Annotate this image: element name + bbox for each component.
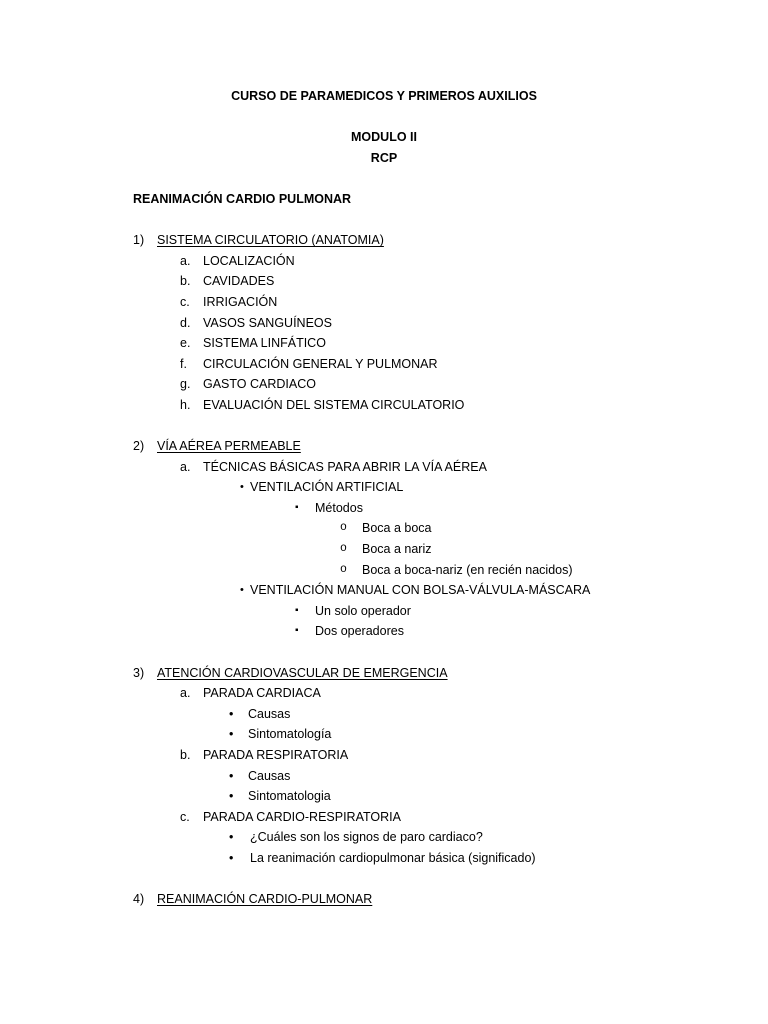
list-item-marker: a.	[180, 686, 191, 701]
list-item	[0, 518, 768, 539]
section-header	[0, 436, 768, 457]
list-item	[0, 539, 768, 560]
list-item	[0, 313, 768, 334]
list-item-marker: a.	[180, 459, 191, 474]
list-item-marker: f.	[180, 356, 187, 371]
list-item-marker: g.	[180, 377, 191, 392]
list-item-text: VENTILACIÓN ARTIFICIAL	[250, 480, 404, 495]
main-heading-text: REANIMACIÓN CARDIO PULMONAR	[133, 191, 352, 206]
list-item	[0, 601, 768, 622]
list-item	[0, 745, 768, 766]
section-header	[0, 889, 768, 910]
spacer	[0, 168, 768, 189]
section-number: 2)	[133, 439, 145, 454]
list-item-text: Boca a nariz	[362, 542, 432, 557]
list-item-text: Sintomatologia	[248, 789, 331, 804]
list-item-text: EVALUACIÓN DEL SISTEMA CIRCULATORIO	[203, 397, 465, 412]
list-item-text: IRRIGACIÓN	[203, 294, 278, 309]
circle-bullet-marker: o	[340, 562, 347, 576]
list-item	[0, 457, 768, 478]
bullet-marker: •	[229, 768, 234, 783]
list-item	[0, 560, 768, 581]
list-item-marker: c.	[180, 294, 190, 309]
list-item	[0, 807, 768, 828]
topic-label: RCP	[370, 150, 398, 165]
bullet-marker: •	[229, 830, 234, 845]
list-item	[0, 354, 768, 375]
list-item-text: ¿Cuáles son los signos de paro cardiaco?	[250, 830, 483, 845]
list-item	[0, 621, 768, 642]
square-bullet-marker: ▪	[295, 501, 299, 513]
bullet-marker: •	[229, 850, 234, 865]
list-item-text: CIRCULACIÓN GENERAL Y PULMONAR	[203, 356, 438, 371]
list-item	[0, 374, 768, 395]
list-item	[0, 271, 768, 292]
list-item-text: VASOS SANGUÍNEOS	[203, 315, 332, 330]
list-item-text: Sintomatología	[248, 727, 332, 742]
list-item-text: Causas	[248, 706, 291, 721]
document-title: CURSO DE PARAMEDICOS Y PRIMEROS AUXILIOS	[231, 89, 537, 103]
list-item-marker: c.	[180, 809, 190, 824]
list-item	[0, 251, 768, 272]
list-item-text: PARADA CARDIO-RESPIRATORIA	[203, 809, 401, 824]
section-title: SISTEMA CIRCULATORIO (ANATOMIA)	[157, 233, 384, 248]
list-item-marker: b.	[180, 748, 191, 762]
list-item	[0, 292, 768, 313]
list-item-text: Boca a boca-nariz (en recién nacidos)	[362, 562, 573, 577]
spacer	[0, 107, 768, 128]
list-item-text: VENTILACIÓN MANUAL CON BOLSA-VÁLVULA-MÁSCARA	[250, 583, 591, 598]
list-item-text: SISTEMA LINFÁTICO	[203, 336, 326, 351]
list-item-text: Un solo operador	[315, 603, 411, 618]
list-item-marker: e.	[180, 336, 191, 351]
list-item	[0, 724, 768, 745]
square-bullet-marker: ▪	[295, 604, 299, 616]
bullet-marker: •	[229, 706, 234, 721]
list-item-marker: b.	[180, 274, 191, 289]
circle-bullet-marker: o	[340, 521, 347, 535]
spacer	[0, 869, 768, 890]
list-item	[0, 333, 768, 354]
section-title: ATENCIÓN CARDIOVASCULAR DE EMERGENCIA	[157, 665, 448, 680]
spacer	[0, 642, 768, 663]
section-number: 4)	[133, 892, 145, 907]
list-item-text: Dos operadores	[315, 624, 404, 639]
document-body	[0, 86, 768, 910]
circle-bullet-marker: o	[340, 542, 347, 556]
list-item-text: PARADA CARDIACA	[203, 686, 321, 701]
square-bullet-marker: ▪	[295, 625, 299, 637]
bullet-marker: •	[240, 481, 244, 494]
list-item	[0, 580, 768, 601]
list-item	[0, 848, 768, 869]
list-item-text: La reanimación cardiopulmonar básica (significado)	[250, 850, 536, 865]
list-item	[0, 704, 768, 725]
section-number: 3)	[133, 665, 145, 680]
list-item	[0, 498, 768, 519]
list-item	[0, 477, 768, 498]
module-label: MODULO II	[351, 130, 417, 145]
list-item	[0, 786, 768, 807]
spacer	[0, 210, 768, 231]
section-header	[0, 663, 768, 684]
bullet-marker: •	[229, 727, 234, 742]
list-item	[0, 395, 768, 416]
list-item	[0, 683, 768, 704]
section-title: REANIMACIÓN CARDIO-PULMONAR	[157, 892, 373, 907]
spacer	[0, 416, 768, 437]
section-number: 1)	[133, 233, 145, 248]
bullet-marker: •	[229, 789, 234, 804]
main-heading	[0, 189, 768, 210]
list-item	[0, 766, 768, 787]
list-item-text: Métodos	[315, 500, 363, 515]
list-item-marker: h.	[180, 397, 191, 412]
section-title: VÍA AÉREA PERMEABLE	[157, 439, 301, 454]
bullet-marker: •	[240, 584, 244, 597]
list-item-text: Boca a boca	[362, 521, 432, 536]
list-item-text: TÉCNICAS BÁSICAS PARA ABRIR LA VÍA AÉREA	[203, 459, 487, 474]
list-item-text: GASTO CARDIACO	[203, 377, 316, 392]
list-item-marker: d.	[180, 315, 191, 330]
list-item-marker: a.	[180, 253, 191, 268]
list-item-text: CAVIDADES	[203, 274, 275, 289]
list-item-text: LOCALIZACIÓN	[203, 253, 295, 268]
section-header	[0, 230, 768, 251]
list-item-text: Causas	[248, 768, 291, 783]
list-item	[0, 827, 768, 848]
list-item-text: PARADA RESPIRATORIA	[203, 748, 349, 762]
